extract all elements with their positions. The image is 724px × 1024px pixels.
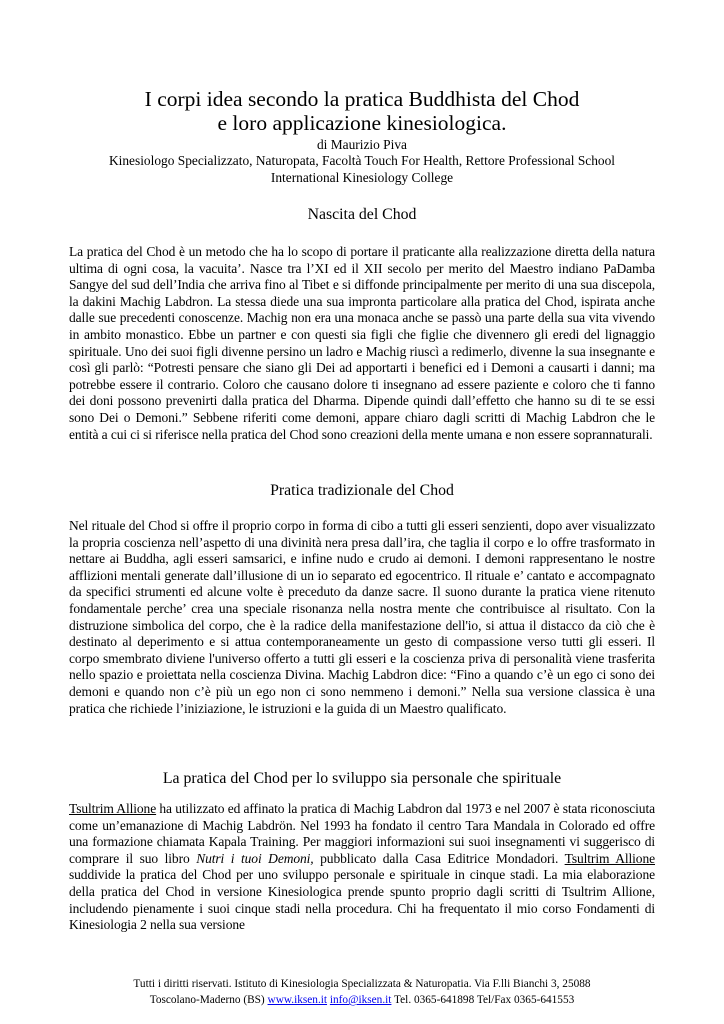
section-paragraph-pratica-tradizionale: Nel rituale del Chod si offre il proprio corpo in forma di cibo a tutti gli esseri senzienti, dopo aver visualizzato la propria coscienza nell’aspetto di una divinità nera presa dall’ira, che taglia il corpo e lo offre trasformato in nettare ai Buddha, agli esseri samsarici, e infine nudo e crudo ai demoni. I demoni rappresentano le nostre afflizioni mentali generate dall’illusione di un io separato ed egocentrico. Il rituale e’ cantato e accompagnato da specifici strumenti ed alcune volte è preceduto da danze sacre. Il suono durante la pratica viene ritenuto fondamentale perche’ crea una speciale risonanza nella nostra mente che contribuisce al risultato. Con la distruzione simbolica del corpo, che è la radice della manifestazione dell'io, si attua il distacco da ciò che è destinato al deperimento e si attua contemporaneamente un gesto di compassione verso tutti gli esseri. Il corpo smembrato diviene l'universo offerto a tutti gli esseri e la coscienza priva di personalità viene trasferita nello spazio e proiettata nella coscienza Divina. Machig Labdron dice: “Fino a quando c’è un ego ci sono dei demoni e quando non c’è più un ego non ci sono nemmeno i demoni.” Nella sua versione classica è una pratica che richiede l’iniziazione, le istruzioni e la guida di un Maestro qualificato. — [69, 518, 655, 716]
footer-phone: Tel. 0365-641898 Tel/Fax 0365-641553 — [391, 994, 575, 1006]
book-title: Nutri i tuoi Demoni, — [196, 850, 314, 866]
author-affiliation-line-2: International Kinesiology College — [270, 170, 454, 185]
author-link-tsultrim-allione[interactable]: Tsultrim Allione — [69, 801, 157, 816]
footer-address: Toscolano-Maderno (BS) — [149, 994, 268, 1006]
document-title-line-1: I corpi idea secondo la pratica Buddhista del Chod — [144, 87, 580, 111]
footer-line-1: Tutti i diritti riservati. Istituto di Kinesiologia Specializzata & Naturopatia. Via F.lli Bianchi 3, 25088 — [133, 978, 591, 990]
section-paragraph-sviluppo — [69, 801, 655, 934]
footer-website-link[interactable]: www.iksen.it — [267, 994, 328, 1006]
section-heading-sviluppo: La pratica del Chod per lo sviluppo sia personale che spirituale — [162, 770, 562, 787]
document-title-line-2: e loro applicazione kinesiologica. — [217, 111, 507, 135]
paragraph-text-part-a: ha utilizzato ed affinato la pratica di Machig Labdron dal 1973 e nel 2007 è stata riconosciuta come un’emanazione di Machig Labdrön. Nel 1993 ha fondato il centro Tara Mandala in Colorado ed offre una formazione chiamata Kapala Training. Per maggiori informazioni sui suoi insegnamenti vi suggerisco di comprare il suo libro — [69, 801, 655, 866]
author-name: di Maurizio Piva — [316, 137, 407, 152]
section-paragraph-nascita: La pratica del Chod è un metodo che ha lo scopo di portare il praticante alla realizzazione diretta della natura ultima di ogni cosa, la vacuita’. Nasce tra l’XI ed il XII secolo per merito del Maestro indiano PaDamba Sangye del sud dell’India che arriva fino al Tibet e si diffonde principalmente per merito di una sua discepola, la dakini Machig Labdron. La stessa diede una sua impronta particolare alla pratica del Chod, ispirata anche dalle sue precedenti conoscenze. Machig non era una monaca anche se passò una parte della sua vita vivendo in ambito monastico. Ebbe un partner e con questi sia figli che figlie che divennero gli eredi del lignaggio spirituale. Uno dei suoi figli divenne persino un ladro e Machig riuscì a redimerlo, divenne la sua insegnante e così gli parlò: “Potresti pensare che siano gli Dei ad apportarti i benefici ed i Demoni a causarti i danni; ma potrebbe essere il contrario. Coloro che causano dolore ti insegnano ad essere paziente e coloro che ti fanno dei doni possono prevenirti dalla pratica del Dharma. Dipende quindi dall’effetto che hanno su di te se essi sono Dei o Demoni.” Sebbene riferiti come demoni, appare chiaro dagli scritti di Machig Labdron che le entità a cui ci si riferisce nella pratica del Chod sono creazioni della mente umana e non essere soprannaturali. — [69, 244, 655, 442]
footer-email-link[interactable]: info@iksen.it — [329, 994, 392, 1006]
author-affiliation-line-1: Kinesiologo Specializzato, Naturopata, Facoltà Touch For Health, Rettore Professional School — [108, 153, 616, 168]
author-link-tsultrim-allione-2[interactable]: Tsultrim Allione — [564, 850, 655, 866]
paragraph-text-part-b: pubblicato dalla Casa Editrice Mondadori. — [313, 850, 565, 866]
section-heading-pratica-tradizionale: Pratica tradizionale del Chod — [270, 482, 454, 499]
paragraph-text-part-c: suddivide la pratica del Chod per uno sviluppo personale e spirituale in cinque stadi. La mia elaborazione della pratica del Chod in versione Kinesiologica prende spunto proprio dagli scritti di Tsultrim Allione, includendo pienamente i suoi cinque stadi nella procedura. Chi ha frequentato il mio corso Fondamenti di Kinesiologia 2 nella sua versione — [69, 867, 655, 933]
footer-line-2 — [0, 993, 724, 1008]
section-heading-nascita: Nascita del Chod — [307, 206, 417, 223]
